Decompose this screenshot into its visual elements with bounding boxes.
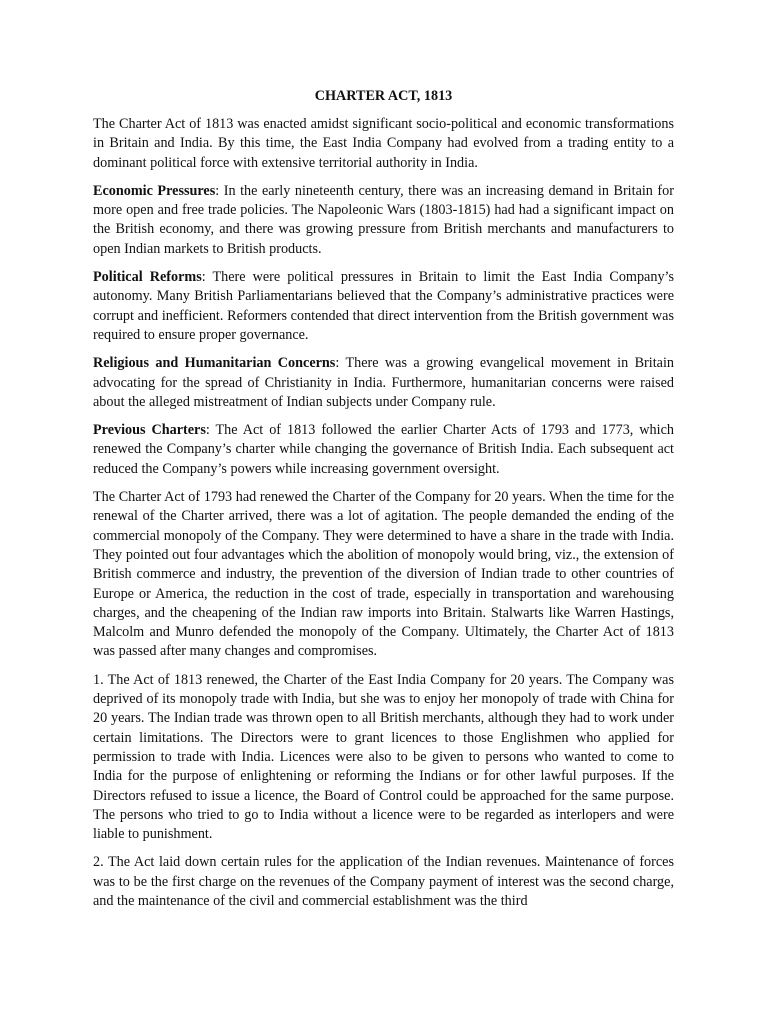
section-text: : In the early nineteenth century, there was an increasing demand in Britain for more open and free trade policies. The Napoleonic Wars (1803-1815) had had a significant impact on the British economy, and there was growing pressure from British merchants and manufacturers to open Indian markets to British products.	[93, 182, 674, 257]
section-text: : There was a growing evangelical movement in Britain advocating for the spread of Christianity in India. Furthermore, humanitarian concerns were raised about the alleged mistreatment of Indian subjects under Company rule.	[93, 355, 674, 410]
section-text: : There were political pressures in Britain to limit the East India Company’s autonomy. Many British Parliamentarians believed that the Company’s administrative practices were corrupt and inefficient. Reformers contended that direct intervention from the British government was required to ensure proper governance.	[93, 269, 675, 343]
body-paragraph: 2. The Act laid down certain rules for the application of the Indian revenues. Maintenance of forces was to be the first charge on the revenues of the Company payment of interest was the second charge, and the maintenance of the civil and commercial establishment was the third	[93, 854, 674, 909]
intro-paragraph: The Charter Act of 1813 was enacted amidst significant socio-political and economic transformations in Britain and India. By this time, the East India Company had evolved from a trading entity to a dominant political force with extensive territorial authority in India.	[93, 116, 674, 171]
document-title: CHARTER ACT, 1813	[314, 88, 453, 104]
section-political-reforms	[93, 268, 674, 345]
section-religious-humanitarian	[93, 354, 674, 412]
section-heading: Economic Pressures	[93, 182, 216, 199]
section-heading: Previous Charters	[93, 422, 206, 439]
section-economic-pressures	[93, 182, 674, 259]
section-previous-charters	[93, 421, 674, 479]
body-paragraph: 1. The Act of 1813 renewed, the Charter of the East India Company for 20 years. The Company was deprived of its monopoly trade with India, but she was to enjoy her monopoly of trade with China for 20 years. The Indian trade was thrown open to all British merchants, although they had to work under certain limitations. The Directors were to grant licences to those Englishmen who applied for permission to trade with India. Licences were also to be given to persons who wanted to come to India for the purpose of enlightening or reforming the Indians or for other lawful purposes. If the Directors refused to issue a licence, the Board of Control could be approached for the same purpose. The persons who tried to go to India without a licence were to be regarded as interlopers and were liable to punishment.	[93, 671, 674, 843]
section-heading: Political Reforms	[93, 269, 202, 286]
body-paragraph: The Charter Act of 1793 had renewed the Charter of the Company for 20 years. When the time for the renewal of the Charter arrived, there was a lot of agitation. The people demanded the ending of the commercial monopoly of the Company. They were determined to have a share in the trade with India. They pointed out four advantages which the abolition of monopoly would bring, viz., the extension of British commerce and industry, the prevention of the diversion of Indian trade to other countries of Europe or America, the reduction in the cost of trade, especially in transportation and warehousing charges, and the cheapening of the Indian raw imports into Britain. Stalwarts like Warren Hastings, Malcolm and Munro defended the monopoly of the Company. Ultimately, the Charter Act of 1813 was passed after many changes and compromises.	[93, 489, 674, 660]
section-text: : The Act of 1813 followed the earlier Charter Acts of 1793 and 1773, which renewed the Company’s charter while changing the governance of British India. Each subsequent act reduced the Company’s powers while increasing government oversight.	[93, 422, 674, 477]
document-page	[93, 86, 674, 920]
section-heading: Religious and Humanitarian Concerns	[93, 355, 336, 372]
